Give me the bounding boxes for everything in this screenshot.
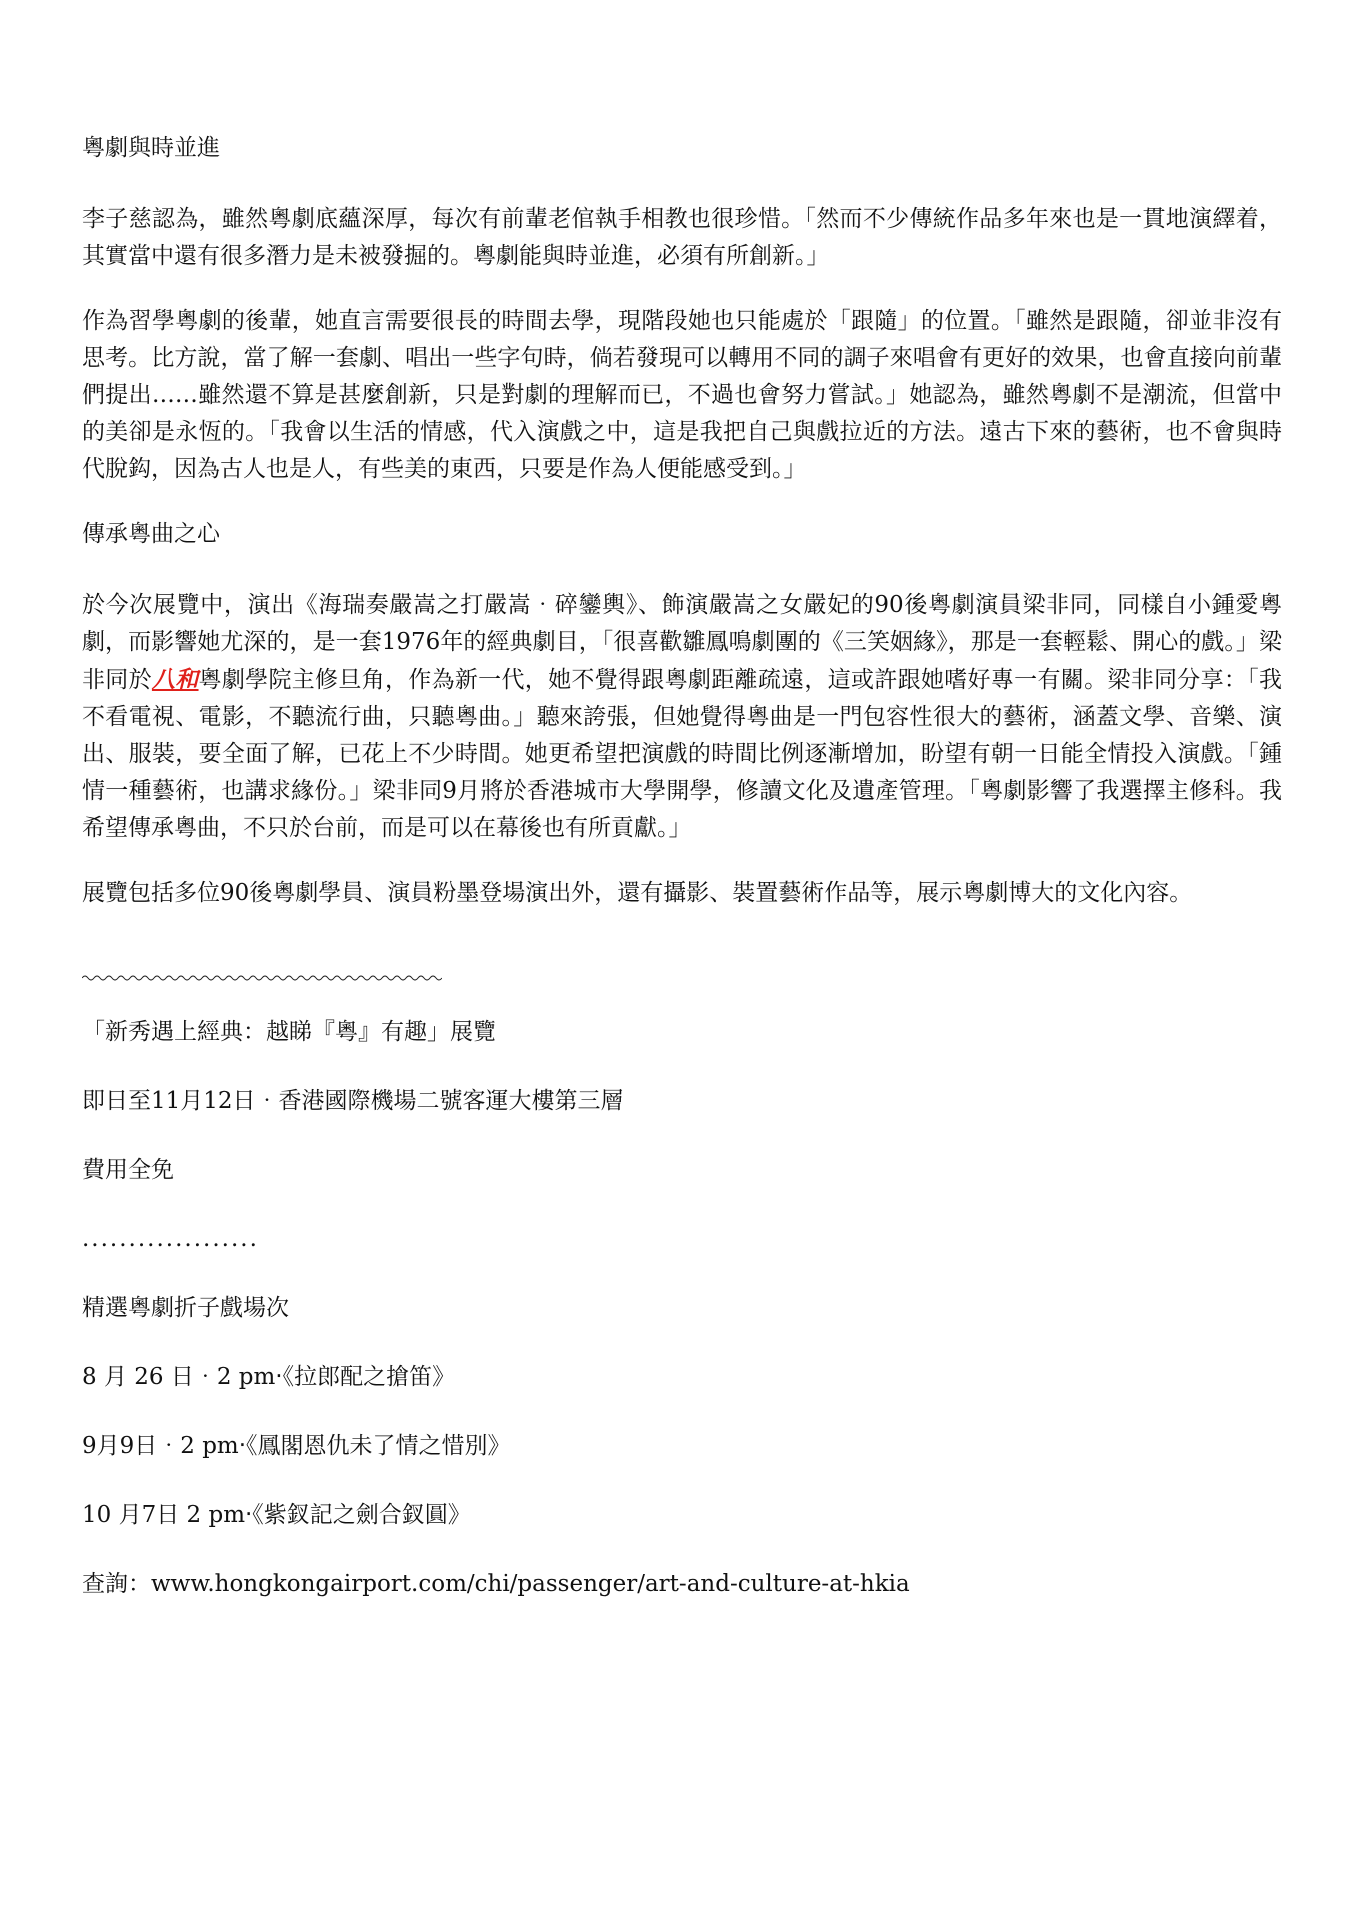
enquiry-url[interactable]: 查詢：www.hongkongairport.com/chi/passenger/art-and-culture-at-hkia [82, 1571, 910, 1597]
exhibition-dates-venue: 即日至11月12日‧香港國際機場二號客運大樓第三層 [82, 1088, 624, 1114]
paragraph-leung-fei-tung [82, 587, 1282, 847]
highlighted-term: 八和 [151, 666, 199, 693]
wavy-divider [82, 972, 442, 984]
paragraph-lee-innovation: 李子慈認為，雖然粵劇底蘊深厚，每次有前輩老倌執手相教也很珍惜。「然而不少傳統作品多年來也是一貫地演繹着，其實當中還有很多潛力是未被發掘的。粵劇能與時並進，必須有所創新。」 [82, 206, 1282, 269]
performance-item: 8 月 26 日‧2 pm‧《拉郎配之搶笛》 [82, 1364, 456, 1390]
exhibition-fee: 費用全免 [82, 1157, 174, 1183]
section-heading-keep-pace: 粵劇與時並進 [82, 135, 220, 161]
exhibition-title: 「新秀遇上經典：越睇『粵』有趣」展覽 [82, 1019, 496, 1045]
performance-item: 10 月7日 2 pm‧《紫釵記之劍合釵圓》 [82, 1502, 471, 1528]
paragraph-exhibition-summary: 展覽包括多位90後粵劇學員、演員粉墨登場演出外，還有攝影、裝置藝術作品等，展示粵劇博大的文化內容。 [82, 880, 1193, 906]
performance-item: 9月9日‧2 pm‧《鳳閣恩仇未了情之惜別》 [82, 1433, 511, 1459]
paragraph-text-part-2: 粵劇學院主修旦角，作為新一代，她不覺得跟粵劇距離疏遠，這或許跟她嗜好專一有關。梁非同分享：「我不看電視、電影，不聽流行曲，只聽粵曲。」聽來誇張，但她覺得粵曲是一門包容性很大的藝術，涵蓋文學、音樂、演出、服裝，要全面了解，已花上不少時間。她更希望把演戲的時間比例逐漸增加，盼望有朝一日能全情投入演戲。「鍾情一種藝術，也講求緣份。」梁非同9月將於香港城市大學開學，修讀文化及遺產管理。「粵劇影響了我選擇主修科。我希望傳承粵曲，不只於台前，而是可以在幕後也有所貢獻。」 [82, 667, 1283, 841]
section-heading-heart-of-opera: 傳承粵曲之心 [82, 521, 220, 547]
performances-heading: 精選粵劇折子戲場次 [82, 1295, 289, 1321]
dotted-divider: ................... [82, 1226, 259, 1252]
document-page [82, 130, 1282, 1603]
paragraph-lee-following: 作為習學粵劇的後輩，她直言需要很長的時間去學，現階段她也只能處於「跟隨」的位置。「雖然是跟隨，卻並非沒有思考。比方說，當了解一套劇、唱出一些字句時，倘若發現可以轉用不同的調子來唱會有更好的效果，也會直接向前輩們提出……雖然還不算是甚麼創新，只是對劇的理解而已，不過也會努力嘗試。」她認為，雖然粵劇不是潮流，但當中的美卻是永恆的。「我會以生活的情感，代入演戲之中，這是我把自己與戲拉近的方法。遠古下來的藝術，也不會與時代脫鈎，因為古人也是人，有些美的東西，只要是作為人便能感受到。」 [82, 308, 1282, 482]
paragraph-text-part-1: 於今次展覽中，演出《海瑞奏嚴嵩之打嚴嵩‧碎鑾輿》、飾演嚴嵩之女嚴妃的90後粵劇演員梁非同，同樣自小鍾愛粵劇，而影響她尤深的，是一套1976年的經典劇目，「很喜歡雛鳳鳴劇團的《三笑姻緣》，那是一套輕鬆、開心的戲。」梁非同於 [82, 592, 1282, 693]
